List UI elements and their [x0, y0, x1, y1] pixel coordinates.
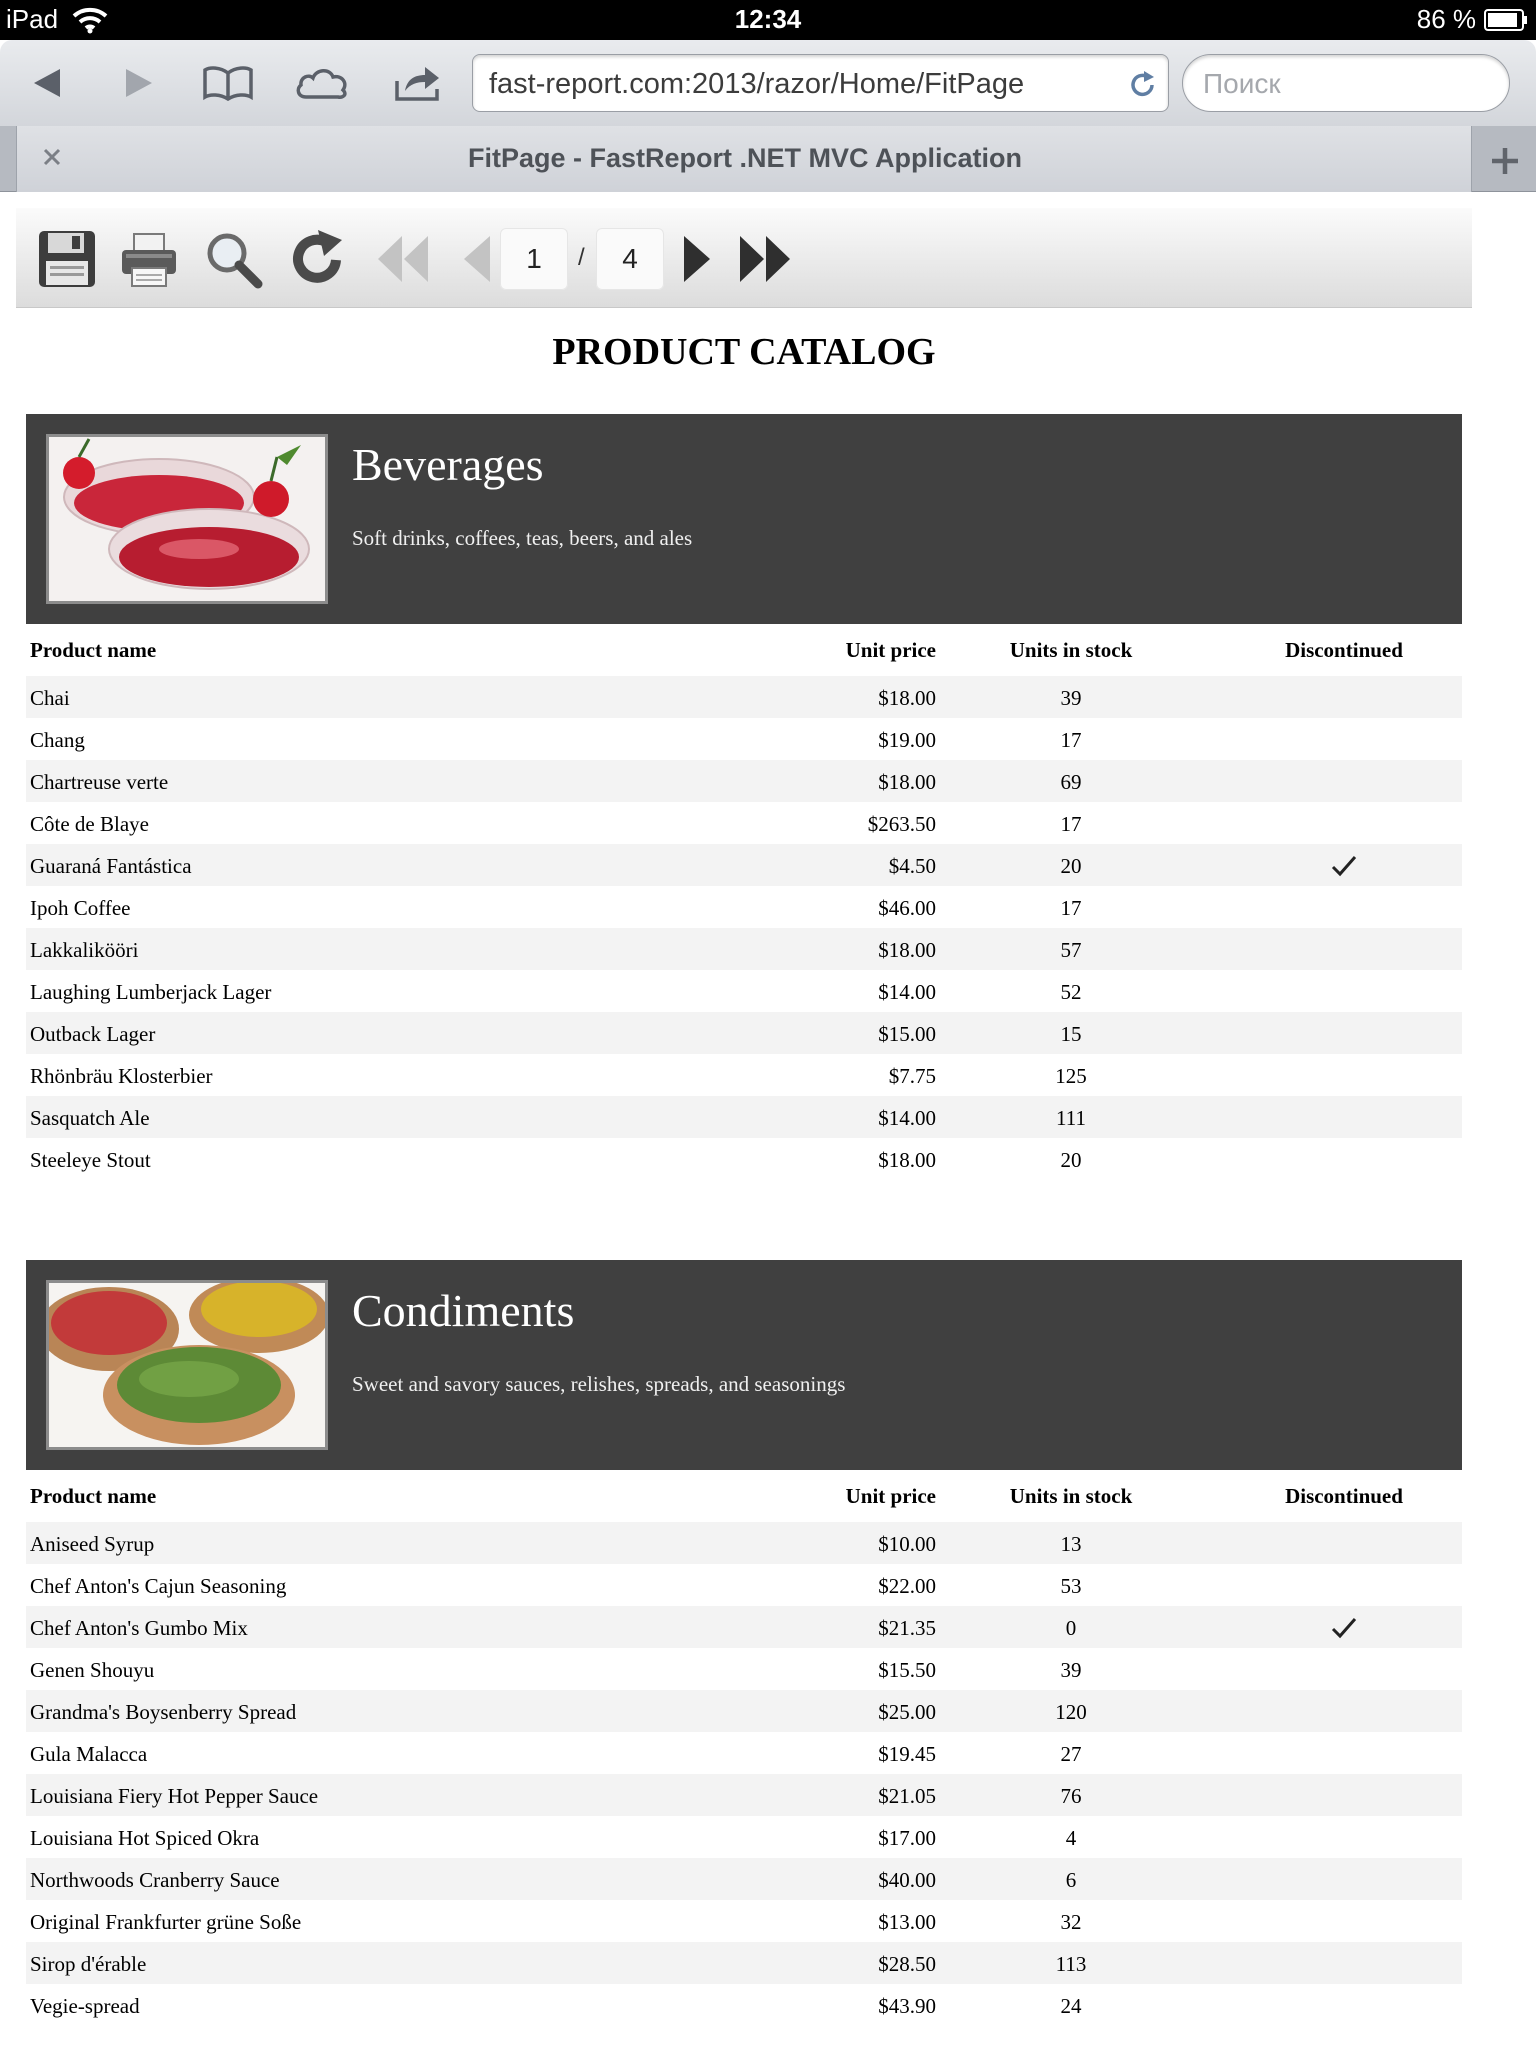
- product-name: Chai: [30, 686, 70, 710]
- units-in-stock: 17: [1060, 812, 1082, 836]
- units-in-stock: 113: [1055, 1952, 1087, 1976]
- table-row: [26, 760, 1462, 802]
- product-name: Sasquatch Ale: [30, 1106, 150, 1130]
- tab-strip: [0, 126, 1536, 192]
- table-row: [26, 928, 1462, 970]
- forward-icon: [120, 65, 156, 101]
- table-row: [26, 1942, 1462, 1984]
- unit-price: $263.50: [867, 812, 936, 836]
- product-name: Genen Shouyu: [30, 1658, 155, 1682]
- units-in-stock: 27: [1060, 1742, 1082, 1766]
- products-table: [26, 624, 1462, 1180]
- condiments-photo: [46, 1280, 328, 1450]
- unit-price: $14.00: [878, 980, 936, 1004]
- product-name: Sirop d'érable: [30, 1952, 147, 1976]
- category-description: Soft drinks, coffees, teas, beers, and ales: [352, 526, 693, 550]
- battery-percent: 86 %: [1416, 4, 1476, 34]
- table-row: [26, 1774, 1462, 1816]
- product-name: Guaraná Fantástica: [30, 854, 192, 878]
- icloud-tabs-icon: [294, 65, 350, 101]
- first-page-button[interactable]: [370, 226, 436, 292]
- units-in-stock: 57: [1060, 938, 1082, 962]
- table-row: [26, 1138, 1462, 1180]
- prev-page-icon: [446, 228, 508, 290]
- table-row: [26, 802, 1462, 844]
- column-header-price: Unit price: [845, 1484, 936, 1508]
- table-header: [26, 1470, 1462, 1522]
- last-page-button[interactable]: [732, 226, 798, 292]
- print-button[interactable]: [116, 226, 182, 292]
- zoom-icon: [202, 228, 264, 290]
- units-in-stock: 4: [1065, 1826, 1077, 1850]
- product-name: Grandma's Boysenberry Spread: [30, 1700, 297, 1724]
- unit-price: $18.00: [878, 770, 936, 794]
- print-icon: [118, 228, 180, 290]
- table-row: [26, 1096, 1462, 1138]
- new-tab-button[interactable]: [1474, 130, 1536, 192]
- table-row: [26, 1858, 1462, 1900]
- bookmarks-button[interactable]: [200, 58, 256, 108]
- table-header: [26, 624, 1462, 676]
- unit-price: $15.50: [878, 1658, 936, 1682]
- discontinued-cell: [1266, 1616, 1422, 1646]
- table-row: [26, 1816, 1462, 1858]
- table-row: [26, 886, 1462, 928]
- address-bar[interactable]: [472, 54, 1169, 112]
- last-page-icon: [734, 228, 796, 290]
- status-bar: [0, 0, 1536, 40]
- unit-price: $17.00: [878, 1826, 936, 1850]
- unit-price: $22.00: [878, 1574, 936, 1598]
- zoom-button[interactable]: [200, 226, 266, 292]
- column-header-stock: Units in stock: [1009, 638, 1133, 662]
- units-in-stock: 76: [1060, 1784, 1082, 1808]
- product-name: Northwoods Cranberry Sauce: [30, 1868, 280, 1892]
- unit-price: $13.00: [878, 1910, 936, 1934]
- unit-price: $7.75: [888, 1064, 936, 1088]
- table-row: [26, 1564, 1462, 1606]
- next-page-button[interactable]: [666, 226, 732, 292]
- table-row: [26, 676, 1462, 718]
- refresh-icon: [286, 228, 348, 290]
- product-name: Chef Anton's Cajun Seasoning: [30, 1574, 287, 1598]
- page-separator: /: [578, 244, 585, 271]
- report-title: PRODUCT CATALOG: [552, 331, 936, 373]
- product-name: Rhönbräu Klosterbier: [30, 1064, 213, 1088]
- url-text: fast-report.com:2013/razor/Home/FitPage: [489, 68, 1025, 100]
- product-name: Laughing Lumberjack Lager: [30, 980, 272, 1004]
- unit-price: $4.50: [888, 854, 936, 878]
- products-table: [26, 1470, 1462, 2026]
- column-header-name: Product name: [30, 638, 157, 662]
- table-row: [26, 718, 1462, 760]
- units-in-stock: 20: [1060, 1148, 1082, 1172]
- table-row: [26, 1012, 1462, 1054]
- unit-price: $19.45: [878, 1742, 936, 1766]
- report-toolbar: [16, 208, 1472, 308]
- share-icon: [393, 63, 443, 103]
- unit-price: $18.00: [878, 938, 936, 962]
- product-name: Côte de Blaye: [30, 812, 149, 836]
- save-button[interactable]: [34, 226, 100, 292]
- search-field[interactable]: [1182, 54, 1510, 112]
- next-page-icon: [668, 228, 730, 290]
- icloud-tabs-button[interactable]: [294, 58, 350, 108]
- beverages-photo: [46, 434, 328, 604]
- save-icon: [36, 228, 98, 290]
- units-in-stock: 69: [1060, 770, 1082, 794]
- product-name: Chang: [30, 728, 85, 752]
- product-name: Original Frankfurter grüne Soße: [30, 1910, 302, 1934]
- units-in-stock: 120: [1055, 1700, 1087, 1724]
- category-header: [26, 414, 1462, 624]
- product-name: Louisiana Hot Spiced Okra: [30, 1826, 260, 1850]
- category-name: Condiments: [352, 1285, 575, 1336]
- table-row: [26, 1900, 1462, 1942]
- discontinued-cell: [1266, 854, 1422, 884]
- column-header-stock: Units in stock: [1009, 1484, 1133, 1508]
- active-tab[interactable]: [16, 126, 1472, 192]
- table-row: [26, 844, 1462, 886]
- unit-price: $19.00: [878, 728, 936, 752]
- units-in-stock: 111: [1056, 1106, 1086, 1130]
- category-name: Beverages: [352, 439, 544, 490]
- share-button[interactable]: [390, 58, 446, 108]
- total-pages: 4: [596, 228, 664, 290]
- check-icon: [1330, 854, 1358, 878]
- units-in-stock: 53: [1060, 1574, 1082, 1598]
- check-icon: [1330, 1616, 1358, 1640]
- table-row: [26, 1648, 1462, 1690]
- tab-title: FitPage - FastReport .NET MVC Application: [467, 143, 1023, 173]
- units-in-stock: 24: [1060, 1994, 1082, 2018]
- units-in-stock: 125: [1055, 1064, 1087, 1088]
- column-header-discontinued: Discontinued: [1285, 638, 1403, 662]
- units-in-stock: 52: [1060, 980, 1082, 1004]
- unit-price: $14.00: [878, 1106, 936, 1130]
- product-name: Chef Anton's Gumbo Mix: [30, 1616, 248, 1640]
- table-row: [26, 1054, 1462, 1096]
- table-row: [26, 1522, 1462, 1564]
- units-in-stock: 13: [1060, 1532, 1082, 1556]
- units-in-stock: 39: [1060, 686, 1082, 710]
- units-in-stock: 17: [1060, 896, 1082, 920]
- units-in-stock: 0: [1065, 1616, 1077, 1640]
- table-row: [26, 1690, 1462, 1732]
- units-in-stock: 15: [1060, 1022, 1082, 1046]
- battery-icon: [1484, 9, 1528, 31]
- device-name: iPad: [6, 4, 59, 34]
- search-placeholder: Поиск: [1203, 68, 1281, 99]
- product-name: Chartreuse verte: [30, 770, 169, 794]
- category-header: [26, 1260, 1462, 1470]
- column-header-price: Unit price: [845, 638, 936, 662]
- units-in-stock: 6: [1065, 1868, 1077, 1892]
- new-tab-icon: [1488, 144, 1522, 178]
- bookmarks-icon: [202, 65, 254, 101]
- product-name: Steeleye Stout: [30, 1148, 151, 1172]
- table-row: [26, 1984, 1462, 2026]
- column-header-discontinued: Discontinued: [1285, 1484, 1403, 1508]
- units-in-stock: 39: [1060, 1658, 1082, 1682]
- forward-button[interactable]: [110, 58, 166, 108]
- first-page-icon: [372, 228, 434, 290]
- unit-price: $15.00: [878, 1022, 936, 1046]
- unit-price: $46.00: [878, 896, 936, 920]
- units-in-stock: 17: [1060, 728, 1082, 752]
- unit-price: $28.50: [878, 1952, 936, 1976]
- product-name: Lakkalikööri: [30, 938, 139, 962]
- back-icon: [30, 65, 66, 101]
- table-row: [26, 1606, 1462, 1648]
- product-name: Gula Malacca: [30, 1742, 148, 1766]
- units-in-stock: 20: [1060, 854, 1082, 878]
- units-in-stock: 32: [1060, 1910, 1082, 1934]
- product-name: Outback Lager: [30, 1022, 156, 1046]
- clock: 12:34: [734, 4, 802, 34]
- refresh-button[interactable]: [284, 226, 350, 292]
- table-row: [26, 1732, 1462, 1774]
- browser-toolbar: [0, 40, 1536, 126]
- unit-price: $25.00: [878, 1700, 936, 1724]
- product-name: Vegie-spread: [30, 1994, 140, 2018]
- current-page-input[interactable]: 1: [500, 228, 568, 290]
- back-button[interactable]: [20, 58, 76, 108]
- unit-price: $21.35: [878, 1616, 936, 1640]
- table-row: [26, 970, 1462, 1012]
- product-name: Ipoh Coffee: [30, 896, 131, 920]
- unit-price: $10.00: [878, 1532, 936, 1556]
- product-name: Aniseed Syrup: [30, 1532, 155, 1556]
- category-description: Sweet and savory sauces, relishes, spreads, and seasonings: [352, 1372, 846, 1396]
- unit-price: $18.00: [878, 1148, 936, 1172]
- reload-icon[interactable]: [1128, 69, 1158, 99]
- unit-price: $40.00: [878, 1868, 936, 1892]
- unit-price: $43.90: [878, 1994, 936, 2018]
- product-name: Louisiana Fiery Hot Pepper Sauce: [30, 1784, 319, 1808]
- unit-price: $21.05: [878, 1784, 936, 1808]
- unit-price: $18.00: [878, 686, 936, 710]
- column-header-name: Product name: [30, 1484, 157, 1508]
